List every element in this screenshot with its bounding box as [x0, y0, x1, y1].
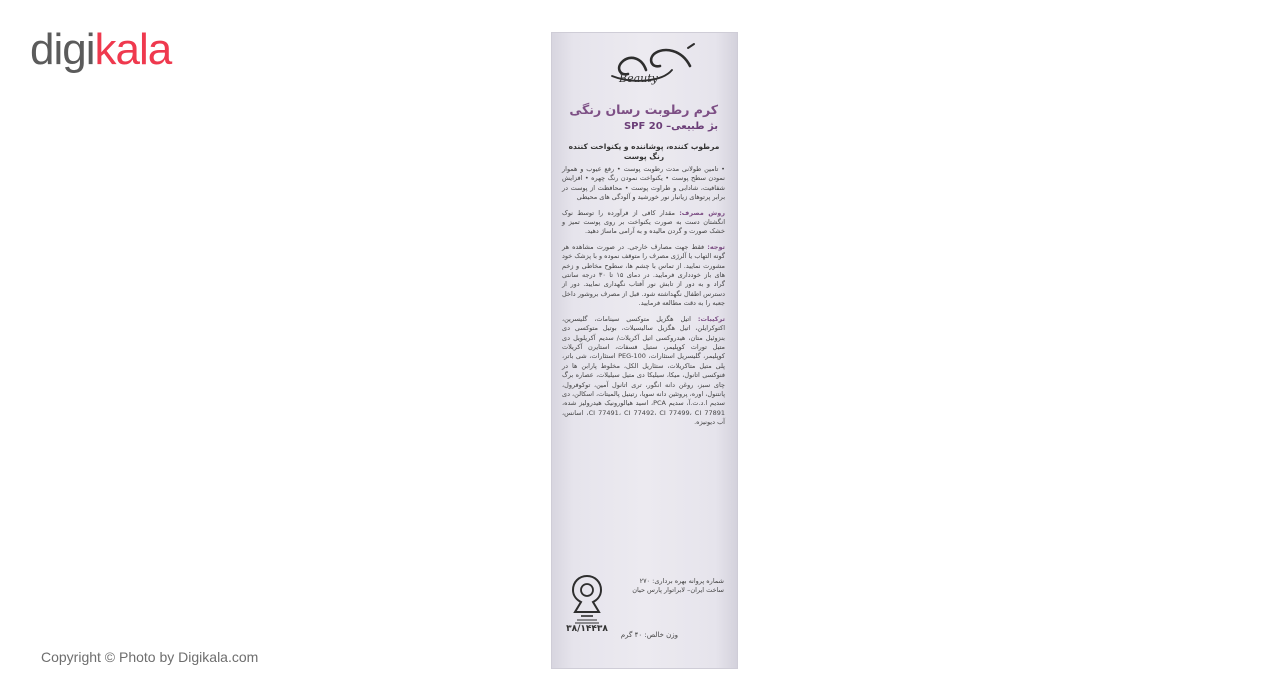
- warning-section: [562, 243, 725, 309]
- ingredients-section: [562, 315, 725, 428]
- license-info: [604, 577, 724, 595]
- logo-text-digi: digi: [30, 25, 95, 74]
- health-seal-number: ۳۸/۱۴۴۳۸: [566, 624, 608, 634]
- health-seal-icon: [561, 572, 613, 630]
- ingredients-label: ترکیبات:: [697, 314, 725, 323]
- usage-label: روش مصرف:: [679, 208, 726, 217]
- usage-section: [562, 209, 725, 237]
- warning-label: توجه:: [707, 242, 725, 251]
- logo-text-kala: kala: [94, 25, 172, 74]
- brand-subtitle: Beauty: [619, 72, 658, 85]
- ingredients-text: اتیل هگزیل متوکسی سینامات، گلیسرین، اکتوکرایلن، اتیل هگزیل سالیسیلات، بوتیل متوکسی دی بنزوئیل متان، هیدروکسی اتیل آکریلات/ سدیم آکریلویل دی متیل تورات کوپلیمر، ستیل فسفات، استایرن آکریلات کوپلیمر، گلیسریل استئارات، PEG-100 استئارات، شی باتر، پلی متیل متاکریلات، ستئاریل الکل، مخلوط پارابن ها در فنوکسی اتانول، میکا، سیلیکا دی متیل سیلیلات، عصاره برگ چای سبز، روغن دانه انگور، تری اتانول آمین، توکوفرول، پانتنول، اوره، پروتئین دانه سویا، رتینیل پالمیتات، اسکالن، دی سدیم ا.د.ت.آ، سدیم PCA، اسید هیالورونیک هیدرولیز شده، CI 77491، CI 77492، CI 77499، CI 77891، اسانس، آب دیونیزه.: [562, 314, 725, 427]
- product-subtitle: مرطوب کننده، پوشاننده و یکنواخت کننده رنگ پوست: [568, 142, 720, 161]
- digikala-logo[interactable]: [30, 20, 171, 80]
- benefits-text: • تامین طولانی مدت رطوبت پوست • رفع عیوب و هموار نمودن سطح پوست • یکنواخت نمودن رنگ چهره • افزایش شفافیت، شادابی و طراوت پوست • محافظت از پوست در برابر پرتوهای زیانبار نور خورشید و آلودگی های محیطی: [562, 165, 725, 202]
- license-number: شماره پروانه بهره برداری: ۲۷۰: [639, 577, 724, 585]
- product-title: کرم رطوبت رسان رنگی: [569, 102, 718, 117]
- product-description: [562, 165, 725, 434]
- usage-text: مقدار کافی از فرآورده را توسط نوک انگشتان دست به صورت یکنواخت بر روی پوست تمیز و خشک صورت و گردن مالیده و به آرامی ماساژ دهید.: [562, 208, 725, 236]
- product-variant: بژ طبیعی– SPF 20: [623, 121, 718, 132]
- net-weight: وزن خالص: ۴۰ گرم: [620, 631, 678, 639]
- product-box-photo: [551, 32, 738, 669]
- copyright-notice: Copyright © Photo by Digikala.com: [41, 649, 259, 665]
- arden-brand-logo: [602, 40, 698, 96]
- manufacturer-line: ساخت ایران– لابراتوار پارس حیان: [632, 586, 724, 594]
- warning-text: فقط جهت مصارف خارجی. در صورت مشاهده هر گونه التهاب یا آلرژی مصرف را متوقف نموده و با پزشک خود مشورت نمایید. از تماس با چشم ها، سطوح مخاطی و زخم های باز خودداری فرمایید. در دمای ۱۵ تا ۳۰ درجه سانتی گراد و به دور از تابش نور آفتاب نگهداری نمایید. دور از دسترس اطفال نگهداشته شود. قبل از مصرف بروشور داخل جعبه را به دقت مطالعه فرمایید.: [562, 242, 726, 308]
